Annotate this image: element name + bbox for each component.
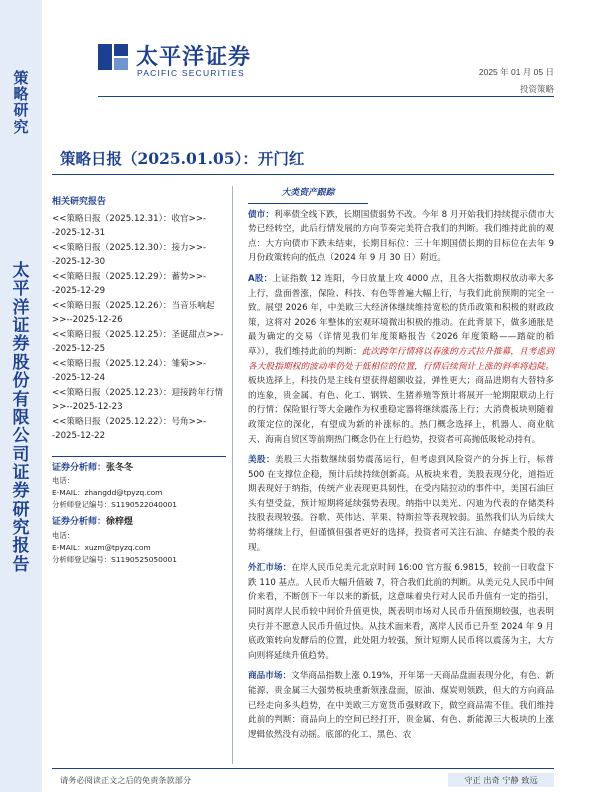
highlight-text: 此次跨年行情将以春涨的方式拉升推幕，且考虑到各大股指期权的波动率仍处于低相位的位置，行情后续预计上涨的斜率将趋陡。 — [248, 346, 554, 372]
body-paragraph: 美股：美股三大指数继续弱势震荡运行，但考虑到风险资产的分拆上行，标普 500 在支撑位企稳，预计后续持续创新高。从板块来看，美股表现分化，道指近期表现好于纳指，传统产业表现更具韧性，在受内陆拉动的事件中，美国石油巨头有望受益，预计短期将延续强势表现。纳指中以美光、闪迪为代表的存储类科技股表现较强。谷歌、英伟达、苹果、特斯拉等表现较弱。虽然我们认为后续大势将继续上行，但谨慎但强者更好的选择，投资者可关注石油、存储类个股的表现。 — [248, 455, 554, 553]
brand-name: 太平洋证券 — [136, 45, 252, 70]
body-paragraph: A股：上证指数 12 连阳，今日放量上攻 4000 点，且各大指数期权放动率大多上行，盘面普涨，保险、科技、有色等普遍大幅上行，与我们此前预期的完全一致。展望 2026 年，中美欧三大经济体继续维持宽松的货币政策和积极的财政政策，这将对 2026 年整体的宏观环境微出积极的推动。在此背景下，做多通胀是最为确定的交易（详情见我们年度策略报告《2026 年度策略——踏碇的稻草》），我们维持此前的判断：此次跨年行情将以春涨的方式拉升推幕，且考虑到各大股指期权的波动率仍处于低相位的位置，行情后续预计上涨的斜率将趋陡。板块选择上，科技仍是主线有望获得超额收益，弹性更大；商品进期有大替特多的连象，贵金属、有色、化工、钢铁、生猪养殖等预计将展开一轮期限联动上行的行情；保险银行等大金融作为权重稳定器将继续震荡上行；大消费板块则随着政策定位的深化，有望成为新的补涨标的。热门概念选择上，机器人、商业航天、海南自贸区等前期热门概念仍在上行趋势，投资者可高抛低吸轮动持有。 — [248, 273, 554, 445]
analyst-email[interactable]: E-MAIL：xuzm@tpyzq.com — [52, 542, 151, 552]
body-paragraph: 外汇市场：在岸人民币兑美元北京时间 16:00 官方报 6.9815，较前一日收盘下跌 110 基点。人民币大幅升值破 7，符合我们此前的判断。从美元兑人民币中间价来看，不断创下一年以来的新低，这意味着央行对人民币升值有一定的指引，同时离岸人民币较中间价升值更快，既表明市场对人民币升值预期较强，也表明央行并不愿意人民币升值过快。从技术面来看，离岸人民币已升至 2024 年 9 月底政策转向发酵后的位置，此处阻力较强，预计短期人民币将以震荡为主，大方向则将延续升值趋势。 — [248, 563, 554, 661]
analyst-cert: 分析师登记编号：S1190522040001 — [52, 500, 177, 509]
report-date: 2025 年 01 月 05 日 — [478, 67, 554, 77]
paragraph-label: A股： — [248, 273, 273, 284]
header-divider — [98, 96, 554, 97]
analyst-name: 证券分析师：徐梓煜 — [52, 517, 134, 527]
related-report-item[interactable]: <<策略日报（2025.12.29）：蓄势>>--2025-12-29 — [52, 271, 207, 296]
footer-disclaimer: 请务必阅读正文之后的免责条款部分 — [60, 775, 192, 785]
analyst-card — [52, 515, 226, 566]
body-paragraph: 债市：利率债全线下跌，长期国债弱势不改。今年 8 月开始我们持续提示债市大势已经转空，此后行情发展的方向节奏完美符合我们的判断。我们维持此前的观点：大方向债市下跌未结束，长期目标位：三十年期国债长期的目标位在去年 9 月份政策转向的低点（2024 年 9 月 30 日）附近。 — [248, 209, 554, 264]
main-body — [248, 186, 554, 748]
analyst-name: 证券分析师：张冬冬 — [52, 462, 134, 473]
paragraph-label: 债市： — [248, 209, 275, 220]
report-title: 策略日报（2025.01.05）：开门红 — [60, 149, 305, 168]
related-report-item[interactable]: <<策略日报（2025.12.25）：圣诞甜点>>--2025-12-25 — [52, 329, 224, 354]
column-divider — [232, 186, 233, 764]
paragraph-label: 美股： — [248, 455, 276, 466]
paragraph-label: 商品市场： — [248, 671, 292, 682]
section-heading: 大类资产跟踪 — [248, 186, 368, 204]
related-report-item[interactable]: <<策略日报（2025.12.22）：号角>>--2025-12-22 — [52, 416, 207, 441]
related-report-item[interactable]: <<策略日报（2025.12.24）：雏菊>>--2025-12-24 — [52, 358, 207, 383]
analyst-email[interactable]: E-MAIL：zhangdd@tpyzq.com — [52, 488, 163, 497]
analyst-phone: 电话： — [52, 530, 75, 540]
footer-divider — [52, 768, 554, 769]
related-report-item[interactable]: <<策略日报（2025.12.23）：迎接跨年行情>>--2025-12-23 — [52, 387, 224, 412]
sidebar-institute: 太 平 洋 证 券 股 份 有 限 公 司 证 券 研 究 报 告 — [12, 261, 30, 575]
title-divider — [52, 174, 554, 175]
report-type: 投资策略 — [519, 85, 554, 95]
analyst-phone: 电话： — [52, 476, 75, 485]
related-list — [52, 212, 226, 444]
analyst-block — [52, 456, 226, 566]
related-report-item[interactable]: <<策略日报（2025.12.31）：收官>>--2025-12-31 — [52, 213, 207, 238]
analyst-card — [52, 461, 226, 512]
related-report-item[interactable]: <<策略日报（2025.12.26）：当音乐响起>>--2025-12-26 — [52, 300, 215, 325]
sidebar-category: 策 略 研 究 — [13, 69, 29, 136]
brand-logo-icon — [98, 42, 130, 72]
left-column — [52, 195, 226, 566]
related-report-item[interactable]: <<策略日报（2025.12.30）：接力>>--2025-12-30 — [52, 242, 207, 267]
body-paragraph: 商品市场：文华商品指数上涨 0.19%，开年第一天商品盘面表现分化，有色、新能源、贵金属三大强势板块重新领涨盘面，原油、煤炭则领跌，但大的方向商品已经走向多头趋势，在中美欧三方宽货币强财政下，做空商品需不佳。我们维持此前的判断：商品向上的空间已经打开，贵金属、有色、新能源三大板块的上涨逻辑依然没有动摇。底部的化工、黑色、农 — [248, 671, 554, 740]
body-paragraphs — [248, 208, 554, 743]
brand-name-en: PACIFIC SECURITIES — [137, 68, 245, 78]
analyst-cert: 分析师登记编号：S1190525050001 — [52, 554, 177, 564]
footer-motto: 守正 出奇 宁静 致远 — [448, 773, 554, 787]
related-heading: 相关研究报告 — [52, 197, 107, 207]
paragraph-label: 外汇市场： — [248, 563, 292, 574]
